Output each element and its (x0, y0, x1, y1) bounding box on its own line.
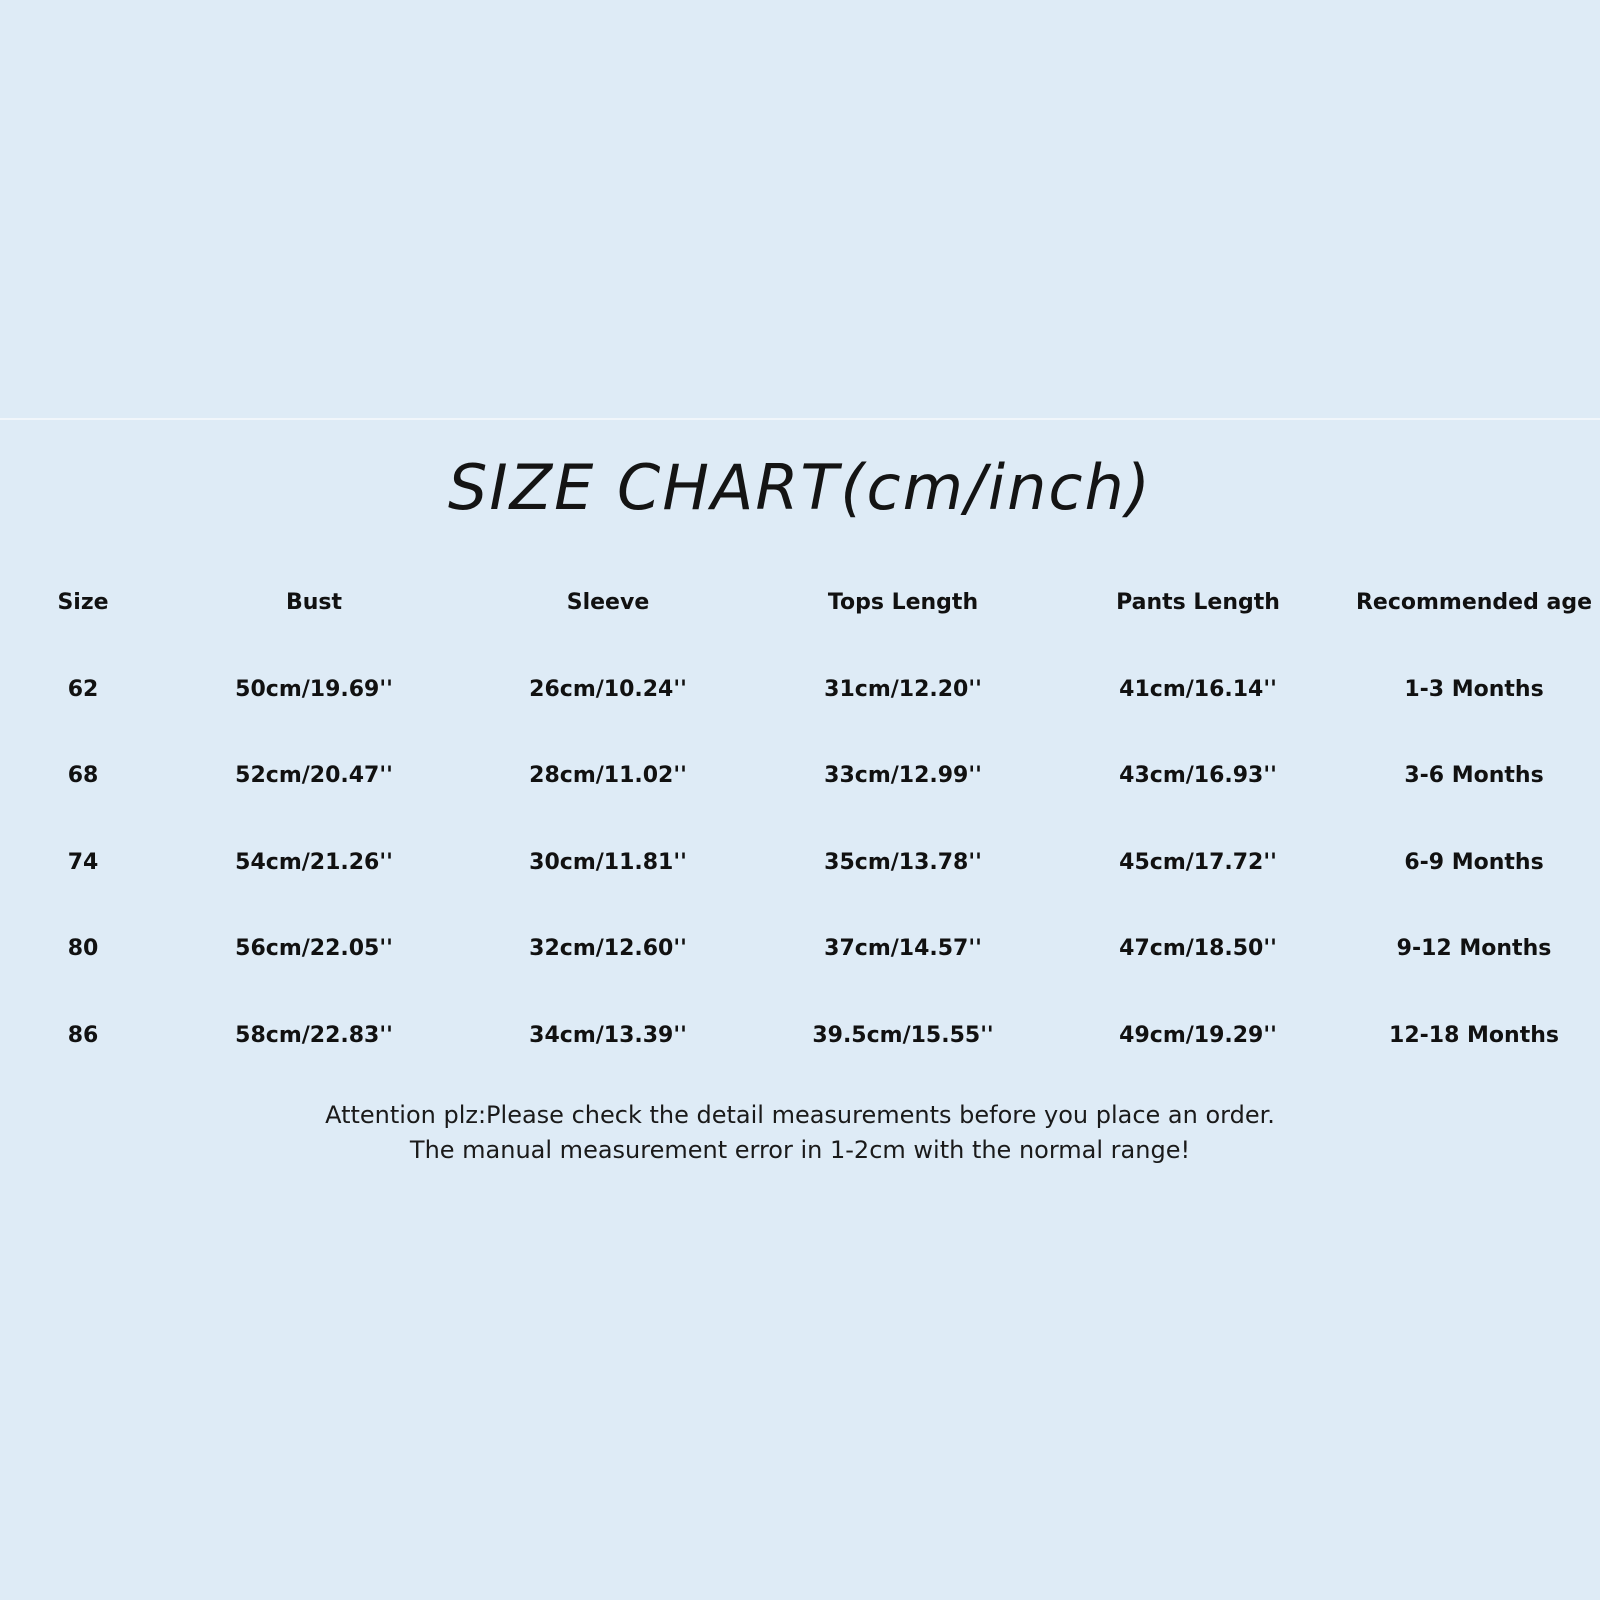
cell-tops-length: 33cm/12.99'' (824, 763, 982, 789)
cell-tops-length: 39.5cm/15.55'' (812, 1022, 994, 1048)
table-header-row (0, 560, 1600, 647)
section-divider (0, 418, 1600, 420)
column-header-pants-length: Pants Length (1116, 590, 1280, 615)
cell-size: 80 (67, 936, 99, 962)
cell-sleeve: 30cm/11.81'' (529, 849, 687, 875)
cell-size: 68 (67, 763, 99, 789)
cell-bust: 58cm/22.83'' (235, 1022, 393, 1048)
cell-recommended-age: 12-18 Months (1389, 1022, 1559, 1048)
column-header-bust: Bust (285, 590, 343, 615)
cell-tops-length: 35cm/13.78'' (824, 849, 982, 875)
cell-size: 86 (67, 1022, 99, 1048)
cell-sleeve: 32cm/12.60'' (529, 936, 687, 962)
table-row (0, 733, 1600, 820)
measurement-error-note: The manual measurement error in 1-2cm with the normal range! (409, 1136, 1191, 1164)
cell-size: 62 (67, 676, 99, 702)
cell-bust: 56cm/22.05'' (235, 936, 393, 962)
column-header-size: Size (57, 590, 109, 615)
cell-sleeve: 28cm/11.02'' (529, 763, 687, 789)
cell-pants-length: 45cm/17.72'' (1119, 849, 1277, 875)
column-header-recommended-age: Recommended age (1355, 590, 1593, 615)
cell-bust: 54cm/21.26'' (235, 849, 393, 875)
column-header-sleeve: Sleeve (566, 590, 650, 615)
table-row (0, 820, 1600, 907)
cell-pants-length: 49cm/19.29'' (1119, 1022, 1277, 1048)
cell-size: 74 (67, 849, 99, 875)
cell-recommended-age: 9-12 Months (1396, 936, 1552, 962)
cell-pants-length: 47cm/18.50'' (1119, 936, 1277, 962)
size-table (0, 560, 1600, 1080)
cell-recommended-age: 1-3 Months (1404, 676, 1544, 702)
cell-pants-length: 43cm/16.93'' (1119, 763, 1277, 789)
attention-note: Attention plz:Please check the detail measurements before you place an order. (325, 1101, 1275, 1129)
cell-bust: 52cm/20.47'' (235, 763, 393, 789)
cell-bust: 50cm/19.69'' (235, 676, 393, 702)
cell-sleeve: 26cm/10.24'' (529, 676, 687, 702)
cell-tops-length: 37cm/14.57'' (824, 936, 982, 962)
table-row (0, 993, 1600, 1080)
cell-pants-length: 41cm/16.14'' (1119, 676, 1277, 702)
cell-recommended-age: 3-6 Months (1404, 763, 1544, 789)
page-title: SIZE CHART(cm/inch) (448, 451, 1152, 524)
table-row (0, 906, 1600, 993)
cell-recommended-age: 6-9 Months (1404, 849, 1544, 875)
cell-sleeve: 34cm/13.39'' (529, 1022, 687, 1048)
cell-tops-length: 31cm/12.20'' (824, 676, 982, 702)
table-row (0, 647, 1600, 734)
column-header-tops-length: Tops Length (827, 590, 979, 615)
